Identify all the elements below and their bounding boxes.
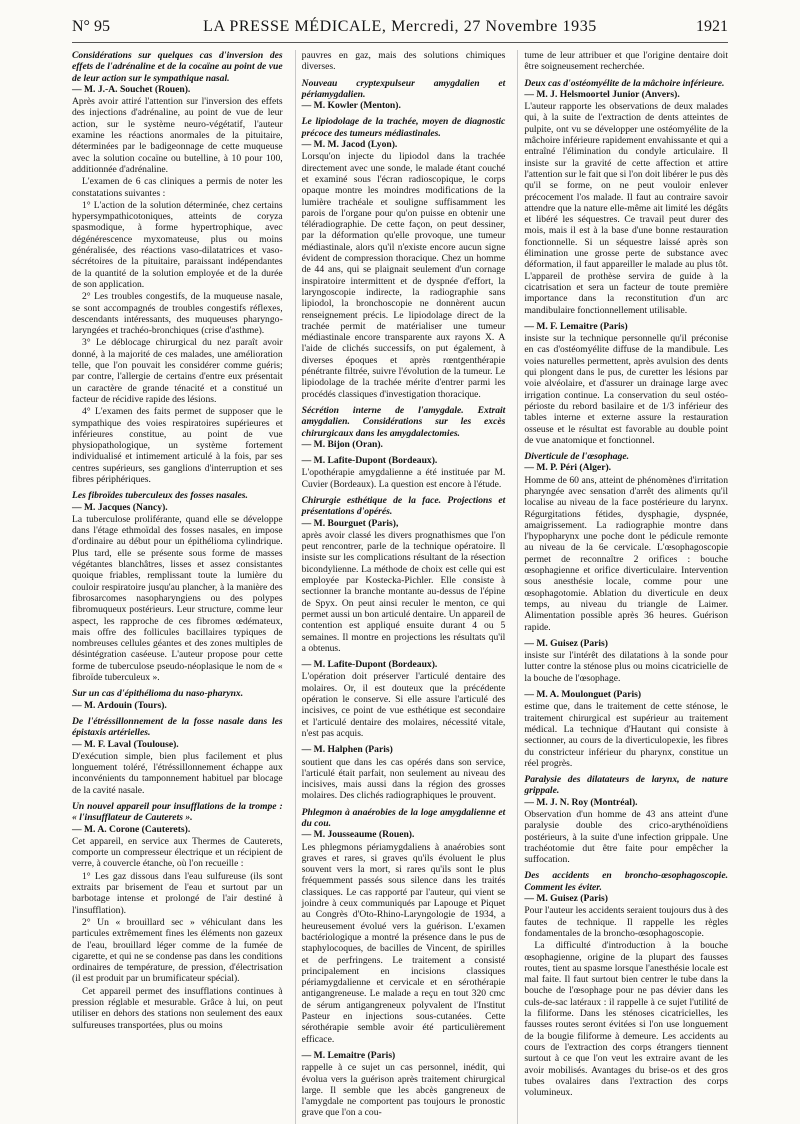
article-title: Les fibroïdes tuberculeux des fosses nasales. bbox=[72, 490, 248, 502]
article-author: — M. Lemaitre (Paris) bbox=[301, 1049, 396, 1061]
article-author: — M. Lafite-Dupont (Bordeaux). bbox=[301, 659, 438, 671]
article-paragraph: La difficulté d'introduction à la bouche œsophagienne, origine de la plupart des fausses routes, tient au spasme lorsque l'anesthésie locale est mal faite. Il faut surtout bien centrer le tube dans la bouche de l'œsophage pour ne pas dévier dans les culs-de-sac latéraux : il rappelle à ce sujet l'utilité de la filiforme. Dans les sténoses cicatricielles, les fausses routes seront évitées si l'on use longuement de la bougie filiforme à demeure. Les accidents au cours de l'extraction des corps étrangers tiennent surtout à ce que l'on veut les extraire avant de les avoir mobilisés. Avantages du brise-os et des gros tubes ovalaires dans l'extraction des corps volumineux. bbox=[524, 940, 728, 1099]
article-author: — M. J. N. Roy (Montréal). bbox=[524, 796, 638, 808]
article-title: Paralysie des dilatateurs de larynx, de nature grippale. bbox=[524, 774, 728, 797]
article-paragraph: L'opothérapie amygdalienne a été instituée par M. Cuvier (Bordeaux). La question est encore à l'étude. bbox=[301, 467, 506, 490]
article-author: — M. A. Moulonguet (Paris) bbox=[524, 689, 642, 701]
article-paragraph: soutient que dans les cas opérés dans son service, l'articulé était parfait, non seulement au niveau des incisives, mais aussi dans la région des grosses molaires. Des clichés radiographiques le prouvent. bbox=[301, 756, 506, 802]
article-heading bbox=[302, 744, 506, 755]
article-heading bbox=[302, 116, 506, 150]
article-author: — M. Bourguet (Paris), bbox=[301, 517, 399, 529]
column-2 bbox=[295, 50, 506, 1124]
article-title: Deux cas d'ostéomyélite de la mâchoire inférieure. bbox=[524, 77, 725, 89]
article bbox=[524, 451, 728, 633]
article bbox=[302, 405, 506, 450]
article-paragraph: insiste sur l'intérêt des dilatations à la sonde pour lutter contre la sténose plus ou moins cicatricielle de la bouche de l'œsophage. bbox=[524, 650, 728, 684]
article bbox=[524, 638, 728, 684]
article-author: — M. Lafite-Dupont (Bordeaux). bbox=[301, 455, 438, 467]
article-title: Sur un cas d'épithélioma du naso-pharynx. bbox=[72, 688, 244, 700]
text-columns bbox=[72, 50, 729, 1119]
article-title: Des accidents en broncho-œsophagoscopie. Comment les éviter. bbox=[524, 870, 728, 893]
article-heading bbox=[524, 689, 728, 700]
article bbox=[524, 78, 728, 316]
article-paragraph: 3° Le déblocage chirurgical du nez paraît avoir donné, à la majorité de ces malades, une amélioration telle, que l'on pouvait les considérer comme guéris; par contre, l'allergie de certains d'entre eux présentait un caractère de grande ténacité et a constitué un facteur de récidive rapide des lésions. bbox=[72, 337, 283, 405]
article bbox=[524, 50, 728, 73]
article bbox=[524, 870, 728, 1098]
article-paragraph: estime que, dans le traitement de cette sténose, le traitement chirurgical est supérieur au traitement médical. La technique d'Hautant qui consiste à sectionner, au cours de la diverticulopexie, les fibres du constricteur inférieur du pharynx, constitue un réel progrès. bbox=[524, 701, 728, 769]
article-paragraph: 1° Les gaz dissous dans l'eau sulfureuse (ils sont extraits par brisement de l'eau et surtout par un barbotage intense et prolongé de l'air destiné à l'insufflation). bbox=[72, 870, 283, 916]
article-title: Le lipiodolage de la trachée, moyen de diagnostic précoce des tumeurs médiastinales. bbox=[301, 116, 506, 139]
article bbox=[72, 716, 283, 796]
article-paragraph: Cet appareil permet des insufflations continues à pression réglable et mesurable. Grâce à lui, on peut utiliser en dehors des stations non seulement des eaux sulfureuses transportées, plus ou moins bbox=[72, 985, 283, 1031]
article-title: Sécrétion interne de l'amygdale. Extrait amygdalien. Considérations sur les excès chirurgicaux dans les amygdalectomies. bbox=[301, 404, 506, 439]
article bbox=[72, 801, 283, 1031]
article-author: — M. A. Corone (Cauterets). bbox=[72, 823, 191, 835]
article-heading bbox=[302, 455, 506, 466]
article bbox=[524, 321, 728, 446]
journal-title: LA PRESSE MÉDICALE, Mercredi, 27 Novembre 1935 bbox=[203, 18, 597, 35]
article-author: — M. F. Lemaitre (Paris) bbox=[524, 320, 628, 332]
article-author: — M. Halphen (Paris) bbox=[301, 744, 393, 756]
article bbox=[72, 50, 283, 485]
article-paragraph: Cet appareil, en service aux Thermes de Cauterets, comporte un compresseur électrique et un récipient de verre, à couvercle étanche, où l'on recueille : bbox=[72, 835, 283, 870]
article-title: Phlegmon à anaérobies de la loge amygdalienne et du cou. bbox=[301, 806, 506, 829]
page-header bbox=[72, 18, 728, 40]
article bbox=[302, 495, 506, 654]
article-paragraph: 4° L'examen des faits permet de supposer que le sympathique des voies respiratoires supérieures et inférieures constitue, au point de vue physiopathologique, un système fortement individualisé et intimement articulé à la fois, par ses centres supérieurs, ses ganglions d'interruption et ses fibres périphériques. bbox=[72, 406, 283, 485]
article-paragraph: D'exécution simple, bien plus facilement et plus longuement toléré, l'étréssillonnement échappe aux inconvénients du tamponnement habituel par blocage de la cavité nasale. bbox=[72, 750, 283, 796]
article-paragraph: 2° Les troubles congestifs, de la muqueuse nasale, se sont accompagnés de troubles congestifs réflexes, descendants intéressants, des muqueuses pharyngo-laryngées et trachéo-bronchiques (crise d'asthme). bbox=[72, 291, 283, 337]
article-paragraph: tume de leur attribuer et que l'origine dentaire doit être soigneusement recherchée. bbox=[524, 50, 728, 73]
article bbox=[72, 490, 283, 683]
article bbox=[72, 688, 283, 711]
article-title: Un nouvel appareil pour insufflations de la trompe : « l'insufflateur de Cauterets ». bbox=[72, 801, 283, 824]
article-heading bbox=[524, 451, 728, 474]
article-heading bbox=[302, 1050, 506, 1061]
article-paragraph: insiste sur la technique personnelle qu'il préconise en cas d'ostéomyélite diffuse de la mandibule. Les voies naturelles permettent, après avulsion des dents qui plongent dans le pus, de curetter les lésions par voie alvéolaire, et d'assurer un drainage large avec irrigation continue. La conservation du seul ostéo-périoste du rebord basilaire et de 1/3 inférieur des tables interne et externe assure la restauration osseuse et le résultat est favorable au double point de vue anatomique et fonctionnel. bbox=[524, 333, 728, 446]
article-heading bbox=[72, 801, 283, 835]
article-paragraph: Les phlegmons périamygdaliens à anaérobies sont graves et rares, si graves qu'ils évoluent le plus souvent vers la mort, si rares qu'ils sont le plus fréquemment passés sous silence dans les traités classiques. Le cas rapporté par l'auteur, qui vient se joindre à ceux communiqués par Lapouge et Piquet au Congrès d'Oto-Rhino-Laryngologie de 1934, a heureusement évolué vers la guérison. L'examen bactériologique a montré la présence dans le pus de staphylocoques, de bacilles de Vincent, de spirilles et de perfringens. Le traitement a consisté principalement en incisions classiques périamygdalienne et cervicale et en sérothérapie antigangreneuse. Le malade a reçu en tout 320 cmc de sérum antigangreneux polyvalent de l'Institut Pasteur en injections sous-cutanées. Cette sérothérapie semble avoir été particulièrement efficace. bbox=[301, 841, 506, 1045]
article bbox=[302, 50, 506, 73]
column-3 bbox=[517, 50, 728, 1124]
article-title: Nouveau cryptexpulseur amygdalien et périamygdalien. bbox=[301, 77, 506, 100]
article-author: — M. J.-A. Souchet (Rouen). bbox=[72, 83, 191, 95]
article-author: — M. P. Péri (Alger). bbox=[524, 462, 612, 474]
article-title: De l'étréssillonnement de la fosse nasale dans les épistaxis artérielles. bbox=[72, 715, 283, 739]
article-author: — M. Bijon (Oran). bbox=[301, 438, 383, 450]
article-author: — M. Jacques (Nancy). bbox=[72, 501, 168, 513]
article-paragraph: Après avoir attiré l'attention sur l'inversion des effets des injections d'adrénaline, au point de vue de leur action, sur le système neuro-végétatif, l'auteur examine les réactions anormales de la pituitaire, déterminées par le badigeonnage de cette muqueuse avec la solution cocaïne ou butelline, à 10 pour 100, additionnée d'adrénaline. bbox=[72, 96, 283, 175]
article-paragraph: rappelle à ce sujet un cas personnel, inédit, qui évolua vers la guérison après traitement chirurgical large. Il semble que les abcès gangreneux de l'amygdale ne comportent pas toujours le pronostic grave que l'on a cou- bbox=[301, 1062, 506, 1119]
article-heading bbox=[302, 495, 506, 529]
article bbox=[524, 689, 728, 769]
article-paragraph: La tuberculose proliférante, quand elle se développe dans l'étage ethmoïdal des fosses nasales, en impose d'ordinaire au début pour un épithélioma cylindrique. Plus tard, elle se présente sous forme de masses végétantes blanchâtres, lisses et assez consistantes quoique friables, remplissant toute la lumière du couloir respiratoire jusqu'au plancher, à la manière des fibrosarcomes nasopharyngiens ou des polypes fibromuqueux postérieurs. Leur structure, comme leur aspect, les rapproche de ces fibromes œdémateux, mais offre des follicules bacillaires typiques de nombreuses cellules géantes et des zones multiples de désintégration caséeuse. L'auteur propose pour cette forme de tuberculose pseudo-néoplasique le nom de « fibroïde tuberculeux ». bbox=[72, 513, 283, 684]
article bbox=[302, 1050, 506, 1119]
article-author: — M. Guisez (Paris) bbox=[524, 893, 608, 905]
article-heading bbox=[524, 321, 728, 332]
article bbox=[302, 116, 506, 399]
article-author: — M. Kowler (Menton). bbox=[301, 100, 401, 112]
article-paragraph: après avoir classé les divers prognathismes que l'on peut rencontrer, parle de la technique opératoire. Il insiste sur les complications résultant de la résection bicondylienne. La méthode de choix est celle qui est employée par Kostecka-Pichler. Elle consiste à sectionner la branche montante au-dessus de l'épine de Spyx. On peut ainsi reculer le menton, ce qui permet aussi un bon articulé dentaire. Un appareil de contention est appliqué ensuite durant 4 ou 5 semaines. Il montre en projections les résultats qu'il a obtenus. bbox=[301, 529, 506, 654]
article-heading bbox=[302, 807, 506, 841]
issue-number: N° 95 bbox=[72, 18, 110, 35]
article-heading bbox=[302, 659, 506, 670]
article-paragraph: Pour l'auteur les accidents seraient toujours dus à des fautes de technique. Il rappelle les règles fondamentales de la broncho-œsophagoscopie. bbox=[524, 905, 729, 939]
article-heading bbox=[302, 78, 506, 112]
article-heading bbox=[72, 716, 283, 750]
article-title: Considérations sur quelques cas d'inversion des effets de l'adrénaline et de la cocaïne au point de vue de leur action sur le sympathique nasal. bbox=[72, 50, 283, 84]
article-heading bbox=[524, 870, 728, 904]
article-heading bbox=[524, 638, 728, 649]
article-paragraph: L'opération doit préserver l'articulé dentaire des molaires. Or, il est douteux que la précédente opération le conserve. Si elle assure l'articulé des incisives, ce point de vue esthétique est secondaire et l'articulé dentaire des molaires, nécessité vitale, n'est pas acquis. bbox=[301, 671, 506, 739]
article-author: — M. M. Jacod (Lyon). bbox=[301, 139, 398, 151]
article-title: Diverticule de l'œsophage. bbox=[524, 451, 630, 463]
article-heading bbox=[72, 490, 283, 513]
article-author: — M. J. Helsmoortel Junior (Anvers). bbox=[524, 88, 680, 100]
article-paragraph: Homme de 60 ans, atteint de phénomènes d'irritation pharyngée avec sensation d'arrêt des aliments qu'il localise au niveau de la face postérieure du larynx. Régurgitations fétides, dysphagie, dyspnée, amaigrissement. La radiographie montre dans l'hypopharynx une poche dont le pédicule remonte au niveau de la 6e cervicale. L'œsophagoscopie permet de reconnaître 2 orifices : bouche œsophagienne et orifice diverticulaire. Intervention sous anesthésie locale, comme pour une œsophagotomie. Ablation du diverticule en deux temps, au niveau du triangle de Laimer. Alimentation possible après 36 heures. Guérison rapide. bbox=[524, 474, 728, 633]
article bbox=[302, 807, 506, 1045]
article-paragraph: pauvres en gaz, mais des solutions chimiques diverses. bbox=[301, 50, 506, 73]
article-heading bbox=[72, 688, 283, 711]
article-heading bbox=[524, 774, 728, 808]
article-heading bbox=[72, 50, 283, 95]
article-author: — M. Ardouin (Tours). bbox=[72, 699, 167, 711]
article-heading bbox=[302, 405, 506, 450]
column-1 bbox=[72, 50, 283, 1124]
article-paragraph: 2° Un « brouillard sec » véhiculant dans les particules extrêmement fines les éléments non gazeux de l'eau, brouillard léger comme de la fumée de cigarette, et qui ne se condense pas dans les conditions ordinaires de température, de pression, d'électrisation (il est produit par un brumificateur spécial). bbox=[72, 916, 283, 985]
article-author: — M. Jousseaume (Rouen). bbox=[301, 829, 415, 841]
article-paragraph: Observation d'un homme de 43 ans atteint d'une paralysie double des crico-arythénoïdiens postérieurs, à la suite d'une infection grippale. Une trachéotomie dut être faite pour empêcher la suffocation. bbox=[524, 809, 728, 866]
article-title: Chirurgie esthétique de la face. Projections et présentations d'opérés. bbox=[301, 494, 506, 518]
article-author: — M. Guisez (Paris) bbox=[524, 637, 608, 649]
header-rule bbox=[72, 42, 728, 43]
article bbox=[302, 744, 506, 801]
article bbox=[302, 78, 506, 112]
article bbox=[524, 774, 728, 865]
article bbox=[302, 455, 506, 490]
article-paragraph: Lorsqu'on injecte du lipiodol dans la trachée directement avec une sonde, le malade étant couché et examiné sous l'écran radioscopique, le corps opaque montre les moindres modifications de la lumière trachéale et souligne suffisamment les parois de l'organe pour qu'on puisse en obtenir une téléradiographie. De cette façon, on peut dessiner, par la déformation qu'elle provoque, une tumeur médiastinale, alors qu'il n'existe encore aucun signe évident de compression thoracique. Chez un homme de 44 ans, qui se plaignait seulement d'un cornage inspiratoire intermittent et de dyspnée d'effort, la laryngoscopie indirecte, la radiographie sans lipiodol, la bronchoscopie ne donnèrent aucun renseignement précis. Le lipiodolage direct de la trachée permit de matérialiser une tumeur médiastinale encore transparente aux rayons X. A l'aide de clichés successifs, on put également, à diverses époques et après rœntgenthérapie pénétrante filtrée, suivre l'évolution de la tumeur. Le lipiodolage de la trachée mérite d'entrer parmi les procédés classiques d'investigation thoracique. bbox=[301, 151, 506, 400]
page-number: 1921 bbox=[696, 18, 728, 35]
article-paragraph: L'auteur rapporte les observations de deux malades qui, à la suite de l'extraction de dents atteintes de pulpite, ont vu se développer une ostéomyélite de la mâchoire inférieure rapidement envahissante et qui a entraîné l'élimination du condyle articulaire. Il insiste sur la gravité de cette affection et attire l'attention sur le fait que si l'on doit libérer le pus dès qu'il se forme, on ne peut vouloir enlever précocement l'os malade. Il faut au contraire savoir attendre que la nature elle-même ait limité les dégâts et libéré les séquestres. Ce travail peut durer des mois, mais il est à la base d'une bonne restauration fonctionnelle. Si un séquestre laissé après son élimination une grosse perte de substance avec déformation, il faut appareiller le malade au plus tôt. L'appareil de prothèse servira de guide à la cicatrisation et sera un facteur de toute première importance dans la reconstitution d'un arc mandibulaire fonctionnellement utilisable. bbox=[524, 101, 728, 316]
article-author: — M. F. Laval (Toulouse). bbox=[72, 738, 179, 750]
article bbox=[302, 659, 506, 739]
article-paragraph: L'examen de 6 cas cliniques a permis de noter les constatations suivantes : bbox=[72, 176, 283, 199]
article-paragraph: 1° L'action de la solution déterminée, chez certains hypersympathicotoniques, atteints de coryza spasmodique, à forme hypertrophique, avec dégénérescence myxomateuse, plus ou moins généralisée, des réactions vaso-dilatatrices et vaso-sécrétoires de la pituitaire, paraissant indépendantes de la quantité de la solution employée et de la durée de son application. bbox=[72, 199, 283, 290]
article-heading bbox=[524, 78, 728, 101]
